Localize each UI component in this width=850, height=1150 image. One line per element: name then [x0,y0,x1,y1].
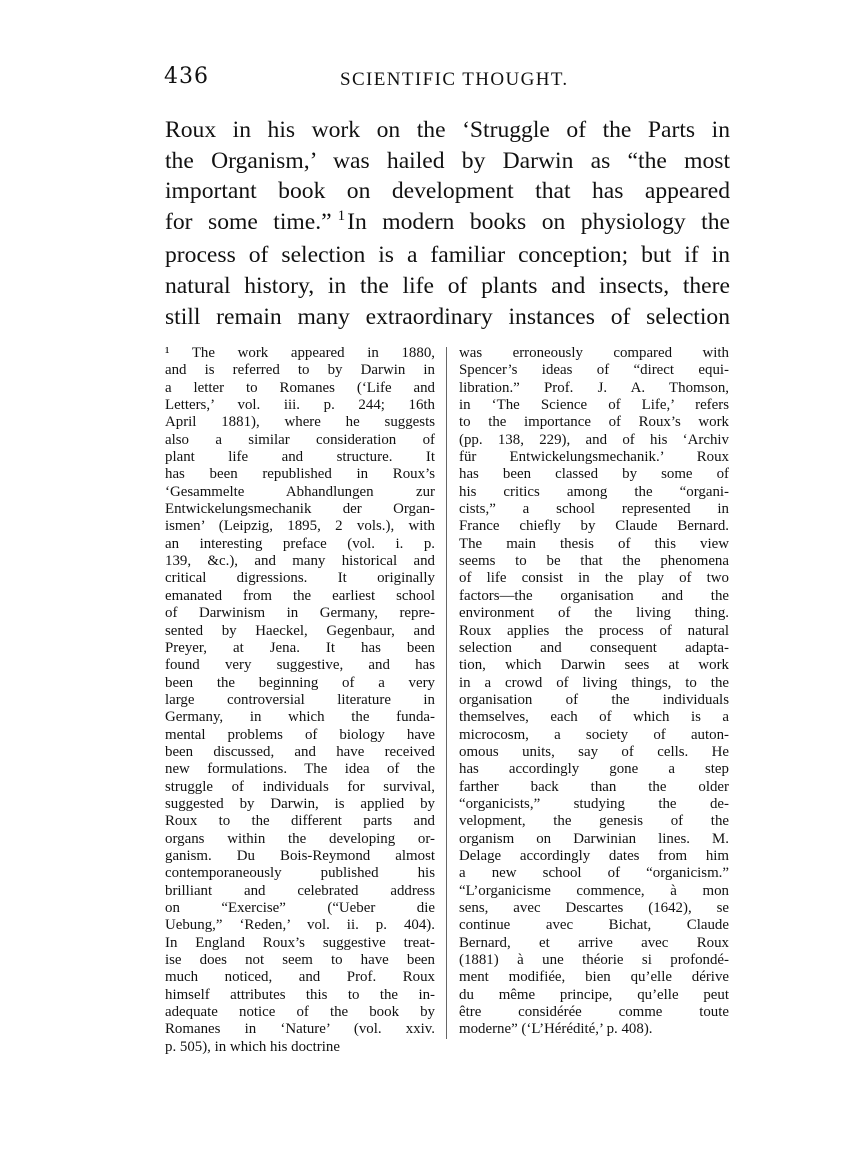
footnote-line: has been republished in Roux’s [165,466,435,483]
footnote-line: emanated from the earliest school [165,587,435,604]
footnote-line: ise does not seem to have been [165,952,435,969]
body-line: still remain many extraordinary instances of selection [165,303,730,330]
body-line: important book on development that has appeared [165,178,730,205]
footnote-line: libration.” Prof. J. A. Thomson, [459,379,729,396]
footnote-line: sens, avec Descartes (1642), se [459,900,729,916]
footnote-line: and is referred to by Darwin in [165,362,435,379]
footnote-line: Entwickelungsmechanik der Organ- [165,501,435,518]
footnote-line: ¹ The work appeared in 1880, [165,345,435,361]
footnote-line: organs within the developing or- [165,830,435,847]
footnote-line: Romanes in ‘Nature’ (vol. xxiv. [165,1021,435,1038]
footnote-line: Delage accordingly dates from him [459,847,729,864]
footnote-line: mental problems of biology have [165,726,435,743]
footnote-line: brilliant and celebrated address [165,882,435,899]
footnote-line: France chiefly by Claude Bernard. [459,518,729,535]
footnote-line: Uebung,” ‘Reden,’ vol. ii. p. 404). [165,917,435,934]
footnote-line: been the beginning of a very [165,674,435,691]
footnote-line: has been classed by some of [459,466,729,483]
footnote-line: organism on Darwinian lines. M. [459,830,729,847]
footnote-line: contemporaneously published his [165,865,435,882]
footnote-line: ment modifiée, bien qu’elle dérive [459,969,729,986]
footnote-line: new formulations. The idea of the [165,761,435,778]
footnote-line: to the importance of Roux’s work [459,414,729,431]
footnote-line: omous units, say of cells. He [459,743,729,760]
footnote-line: also a similar consideration of [165,431,435,448]
footnote-line: tion, which Darwin sees at work [459,657,729,674]
footnote-line: velopment, the genesis of the [459,813,729,830]
footnote-line: 139, &c.), and many historical and [165,553,435,570]
footnote-line: organisation of the individuals [459,691,729,708]
footnote-column-left [165,345,435,1056]
footnote-line: of Darwinism in Germany, repre- [165,605,435,622]
footnote-line: themselves, each of which is a [459,709,729,726]
footnote-line: a letter to Romanes (‘Life and [165,379,435,396]
footnote-line: “L’organicisme commence, à mon [459,882,729,899]
footnote-line: Spencer’s ideas of “direct equi- [459,362,729,379]
body-line-part: In modern books on physiology the [347,208,731,235]
footnote-line: The main thesis of this view [459,535,729,552]
footnote-line: sented by Haeckel, Gegenbaur, and [165,622,435,639]
footnote-line: factors—the organisation and the [459,587,729,604]
footnote-line: an interesting preface (vol. i. p. [165,535,435,552]
footnote-line: plant life and structure. It [165,449,435,466]
footnote-line: p. 505), in which his doctrine [165,1038,340,1055]
footnote-line: In England Roux’s suggestive treat- [165,934,435,951]
footnote-line: large controversial literature in [165,691,435,708]
footnote-line: ‘Gesammelte Abhandlungen zur [165,483,435,500]
footnote-line: “organicists,” studying the de- [459,795,729,812]
footnote-line: has accordingly gone a step [459,761,729,778]
body-text [165,115,730,332]
body-line: Roux in his work on the ‘Struggle of the Parts in [165,117,730,143]
footnote-line: April 1881), where he suggests [165,414,435,431]
footnote-line: in ‘The Science of Life,’ refers [459,397,729,414]
footnote-line: seems to be that the phenomena [459,553,729,570]
body-line [165,207,730,241]
footnote-line: Bernard, et arrive avec Roux [459,934,729,951]
footnote-line: struggle of individuals for survival, [165,778,435,795]
footnote-line: critical digressions. It originally [165,570,435,587]
body-line: the Organism,’ was hailed by Darwin as “the most [165,147,730,174]
footnote-line: du même principe, qu’elle peut [459,986,729,1003]
footnote-line: ismen’ (Leipzig, 1895, 2 vols.), with [165,518,435,535]
footnote-line: his critics among the “organi- [459,483,729,500]
footnote-line: être considérée comme toute [459,1004,729,1021]
footnote-line: microcosm, a society of auton- [459,726,729,743]
footnote-line: of life consist in the play of two [459,570,729,587]
column-divider [446,347,447,1039]
footnote-line: on “Exercise” (“Ueber die [165,900,435,916]
footnote-line: moderne” (‘L’Hérédité,’ p. 408). [459,1021,653,1038]
footnote-line: farther back than the older [459,778,729,795]
footnote-line: Letters,’ vol. iii. p. 244; 16th [165,397,435,414]
body-line: natural history, in the life of plants and insects, there [165,272,730,299]
running-head: SCIENTIFIC THOUGHT. [340,69,569,90]
body-line-part: for some time.” [165,208,332,235]
footnote-line: been discussed, and have received [165,743,435,760]
footnote-line: continue avec Bichat, Claude [459,917,729,934]
footnote-column-right [459,345,729,1039]
footnote-line: Preyer, at Jena. It has been [165,639,435,656]
footnote-marker[interactable]: 1 [337,207,346,224]
footnote-line: found very suggestive, and has [165,657,435,674]
footnote-line: (pp. 138, 229), and of his ‘Archiv [459,431,729,448]
footnote-line: (1881) à une théorie si profondé- [459,952,729,969]
footnote-line: himself attributes this to the in- [165,986,435,1003]
footnote-line: environment of the living thing. [459,605,729,622]
footnote-line: selection and consequent adapta- [459,639,729,656]
footnote-line: Roux to the different parts and [165,813,435,830]
footnote-line: suggested by Darwin, is applied by [165,795,435,812]
footnote-line: much noticed, and Prof. Roux [165,969,435,986]
footnote-line: adequate notice of the book by [165,1004,435,1021]
footnote-line: cists,” a school represented in [459,501,729,518]
footnote-line: was erroneously compared with [459,345,729,361]
footnote-line: Germany, in which the funda- [165,709,435,726]
footnote-line: in a crowd of living things, to the [459,674,729,691]
footnote-line: a new school of “organicism.” [459,865,729,882]
body-line: process of selection is a familiar conception; but if in [165,242,730,269]
footnote-line: ganism. Du Bois-Reymond almost [165,847,435,864]
footnote-line: für Entwickelungsmechanik.’ Roux [459,449,729,466]
page-number: 436 [164,64,209,89]
footnote-line: Roux applies the process of natural [459,622,729,639]
